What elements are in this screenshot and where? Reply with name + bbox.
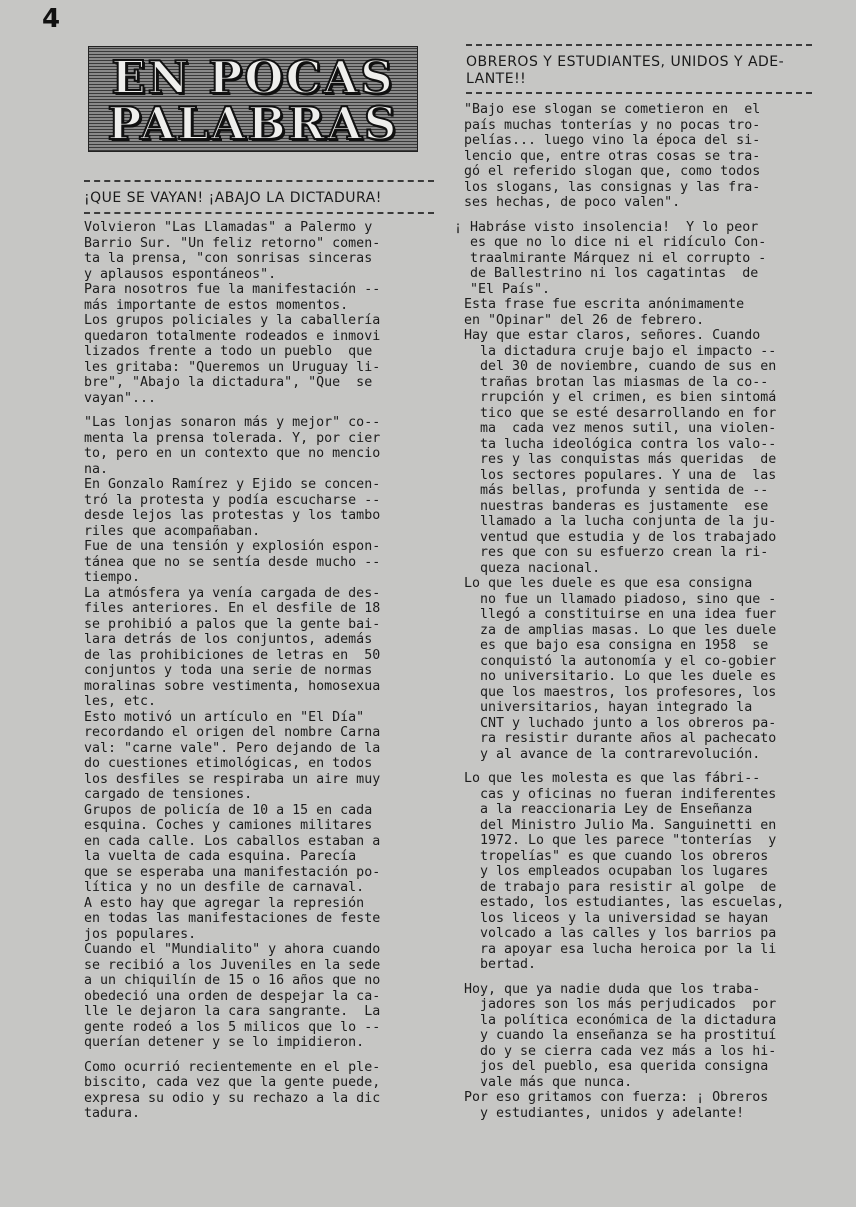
right-paragraph: Lo que les molesta es que las fábri-- cas y oficinas no fueran indiferentes a la reaccionaria Ley de Enseñanza del Ministro Julio Ma. Sanguinetti en 1972. Lo que les parece "tonterías y tropelías" es que cuando los obreros y los empleados ocupaban los lugares de trabajo para resistir al golpe de estado, los estudiantes, las escuelas, los liceos y la universidad se hayan volcado a las calles y los barrios pa ra apoyar esa lucha heroica por la li bertad. [464, 771, 785, 972]
right-article-heading: OBREROS Y ESTUDIANTES, UNIDOS Y ADE- LANTE!! [466, 54, 785, 87]
left-heading-rule-top [84, 180, 434, 182]
right-article-body [454, 102, 784, 1121]
right-paragraph: Por eso gritamos con fuerza: ¡ Obreros y estudiantes, unidos y adelante! [464, 1090, 769, 1121]
left-paragraph: Cuando el "Mundialito" y ahora cuando se recibió a los Juveniles en la sede a un chiquilín de 15 o 16 años que no obedeció una orden de despejar la ca- lle le dejaron la cara sangrante. La gente rodeó a los 5 milicos que lo -- querían detener y se lo impidieron. [84, 942, 381, 1050]
left-heading-rule-bottom [84, 212, 434, 214]
left-paragraph: A esto hay que agregar la represión en todas las manifestaciones de feste jos populares. [84, 895, 381, 942]
right-paragraph: Esta frase fue escrita anónimamente en "Opinar" del 26 de febrero. [464, 297, 745, 328]
masthead [88, 46, 418, 152]
right-paragraph: Hoy, que ya nadie duda que los traba- jadores son los más perjudicados por la política económica de la dictadura y cuando la enseñanza se ha prostituí do y se cierra cada vez más a los hi- jos del pueblo, esa querida consigna vale más que nunca. [464, 981, 777, 1090]
page-number: 4 [42, 4, 61, 34]
left-paragraph: Esto motivó un artículo en "El Día" recordando el origen del nombre Carna val: "carne vale". Pero dejando de la do cuestiones etimológicas, en todos los desfiles se respiraba un aire muy cargado de tensiones. [84, 709, 381, 802]
right-heading-rule-bottom [466, 92, 812, 94]
masthead-line-1: EN POCAS [111, 51, 395, 104]
right-paragraph: "Bajo ese slogan se cometieron en el país muchas tonterías y no pocas tro- pelías... luego vino la época del si- lencio que, entre otras cosas se tra- gó el referido slogan que, como todos los slogans, las consignas y las fra- ses hechas, de poco valen". [464, 102, 761, 210]
left-paragraph: Volvieron "Las Llamadas" a Palermo y Barrio Sur. "Un feliz retorno" comen- ta la prensa, "con sonrisas sinceras y aplausos espontáneos". [84, 220, 381, 282]
right-paragraph: Hay que estar claros, señores. Cuando la dictadura cruje bajo el impacto -- del 30 de noviembre, cuando de sus en trañas brotan las miasmas de la co-- rrupción y el crimen, es bien sintomá tico que se esté desarrollando en for ma cada vez menos sutil, una violen- ta lucha ideológica contra los valo-- res y las conquistas más queridas de los sectores populares. Y una de las más bellas, profunda y sentida de -- nuestras banderas es justamente ese llamado a la lucha conjunta de la ju- ventud que estudia y de los trabajado res que con su esfuerzo crean la ri- queza nacional. [464, 328, 777, 576]
left-paragraph: Para nosotros fue la manifestación -- más importante de estos momentos. [84, 282, 381, 313]
left-article-heading: ¡QUE SE VAYAN! ¡ABAJO LA DICTADURA! [84, 190, 382, 206]
right-paragraph: ¡ Habráse visto insolencia! Y lo peor es que no lo dice ni el ridículo Con- traalmirante Márquez ni el corrupto - de Ballestrino ni los cagatintas de "El País". [454, 219, 767, 297]
right-paragraph: Lo que les duele es que esa consigna no fue un llamado piadoso, sino que - llegó a constituirse en una idea fuer za de amplias masas. Lo que les duele es que bajo esa consigna en 1958 se conquistó la autonomía y el co-gobier no universitario. Lo que les duele es que los maestros, los profesores, los universitarios, hayan integrado la CNT y luchado junto a los obreros pa- ra resistir durante años al pachecato y al avance de la contrarevolución. [464, 576, 777, 762]
left-paragraph: Fue de una tensión y explosión espon- tánea que no se sentía desde mucho -- tiempo. [84, 539, 381, 585]
right-heading-rule-top [466, 44, 812, 46]
left-paragraph: "Las lonjas sonaron más y mejor" co-- menta la prensa tolerada. Y, por cier to, pero en un contexto que no mencio na. [84, 415, 381, 477]
left-article-body [84, 220, 380, 1122]
left-paragraph: En Gonzalo Ramírez y Ejido se concen- tró la protesta y podía escucharse -- desde lejos las protestas y los tambo riles que acompañaban. [84, 477, 381, 539]
left-paragraph: Los grupos policiales y la caballería quedaron totalmente rodeados e inmovi lizados frente a todo un pueblo que les gritaba: "Queremos un Uruguay li- bre", "Abajo la dictadura", "Que se vayan"... [84, 313, 381, 406]
masthead-line-2: PALABRAS [107, 97, 399, 150]
left-paragraph: Como ocurrió recientemente en el ple- biscito, cada vez que la gente puede, expresa su odio y su rechazo a la dic tadura. [84, 1059, 381, 1121]
left-paragraph: Grupos de policía de 10 a 15 en cada esquina. Coches y camiones militares en cada calle. Los caballos estaban a la vuelta de cada esquina. Parecía que se esperaba una manifestación po- lítica y no un desfile de carnaval. [84, 802, 381, 895]
left-paragraph: La atmósfera ya venía cargada de des- files anteriores. En el desfile de 18 se prohibió a palos que la gente bai- lara detrás de los conjuntos, además de las prohibiciones de letras en 50 conjuntos y toda una serie de normas moralinas sobre vestimenta, homosexua les, etc. [84, 585, 381, 709]
